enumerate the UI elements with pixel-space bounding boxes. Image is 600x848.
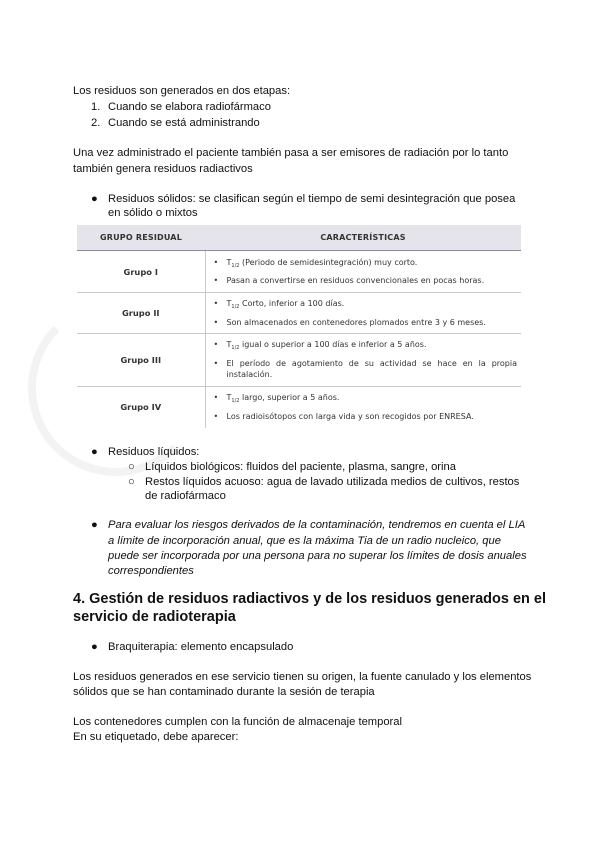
origin-paragraph-line: sólidos que se han contaminado durante la sesión de terapia <box>73 686 375 698</box>
stage-number: 2. <box>91 117 101 129</box>
group-cell: Grupo I <box>77 251 205 293</box>
lia-line: Para evaluar los riesgos derivados de la contaminación, tendremos en cuenta el LIA <box>108 519 526 531</box>
table-row <box>77 386 521 428</box>
group-cell: Grupo III <box>77 334 205 387</box>
liquids-title: Residuos líquidos: <box>108 446 200 458</box>
patient-paragraph-line: Una vez administrado el paciente también pasa a ser emisores de radiación por lo tanto <box>73 147 509 159</box>
characteristic-text: (Periodo de semidesintegración) muy corto. <box>239 257 418 267</box>
half-life-subscript: 1/2 <box>231 304 240 310</box>
characteristic-text: • El período de agotamiento de su actividad se hace en la propia instalación. <box>214 358 518 381</box>
half-life-symbol: T <box>226 299 232 308</box>
lia-line: a límite de incorporación anual, que es la máxima Tia de un radio nucleico, que <box>108 535 501 547</box>
section-heading: 4. Gestión de residuos radiactivos y de los residuos generados en el <box>73 591 547 607</box>
table-row <box>77 251 521 293</box>
characteristics-cell <box>205 386 521 428</box>
characteristic-text: • Son almacenados en contenedores plomados entre 3 y 6 meses. <box>214 317 518 329</box>
circle-bullet-icon: ○ <box>128 476 135 488</box>
section-heading: servicio de radioterapia <box>73 609 236 625</box>
liquids-item: Líquidos biológicos: fluidos del paciente, plasma, sangre, orina <box>145 461 456 473</box>
group-cell: Grupo II <box>77 293 205 334</box>
solids-line: Residuos sólidos: se clasifican según el tiempo de semi desintegración que posea <box>108 193 516 205</box>
characteristic-text: • Los radioisótopos con larga vida y son recogidos por ENRESA. <box>214 411 518 423</box>
waste-groups-table <box>77 225 521 422</box>
liquids-item-continuation: de radiofármaco <box>145 490 226 502</box>
table-header: GRUPO RESIDUAL <box>77 225 205 251</box>
half-life-subscript: 1/2 <box>231 262 240 269</box>
bullet-icon: ● <box>91 446 98 458</box>
characteristic-text: largo, superior a 5 años. <box>239 393 340 403</box>
patient-paragraph-line: también genera residuos radiactivos <box>73 163 253 175</box>
bullet-icon: ● <box>91 519 98 531</box>
characteristics-cell <box>205 251 521 293</box>
solids-line: en sólido o mixtos <box>108 207 198 219</box>
table-row <box>77 293 521 334</box>
half-life-subscript: 1/2 <box>231 398 240 405</box>
liquids-item: Restos líquidos acuoso: agua de lavado utilizada medios de cultivos, restos <box>145 476 520 488</box>
characteristics-cell <box>205 293 521 334</box>
bullet-icon: ● <box>91 193 98 205</box>
stage-item: Cuando se está administrando <box>108 117 260 129</box>
half-life-symbol: T <box>226 257 232 267</box>
table-row <box>77 334 521 387</box>
half-life-symbol: T <box>226 393 232 403</box>
containers-line: Los contenedores cumplen con la función de almacenaje temporal <box>73 716 402 728</box>
labeling-line: En su etiquetado, debe aparecer: <box>73 731 239 743</box>
table-header: CARACTERÍSTICAS <box>205 225 521 251</box>
origin-paragraph-line: Los residuos generados en ese servicio tienen su origen, la fuente canulado y los elementos <box>73 671 532 683</box>
stage-number: 1. <box>91 101 101 113</box>
stages-lead: Los residuos son generados en dos etapas: <box>73 85 291 97</box>
half-life-symbol: T <box>226 340 232 349</box>
lia-line: correspondientes <box>108 565 194 577</box>
stage-item: Cuando se elabora radiofármaco <box>108 101 271 113</box>
half-life-subscript: 1/2 <box>231 345 240 351</box>
bullet-icon: ● <box>91 641 98 653</box>
lia-line: puede ser incorporada por una persona para no superar los límites de dosis anuales <box>108 550 527 562</box>
characteristic-text: Corto, inferior a 100 días. <box>239 299 345 308</box>
characteristic-text: igual o superior a 100 días e inferior a 5 años. <box>239 340 427 349</box>
characteristic-text: • Pasan a convertirse en residuos convencionales en pocas horas. <box>214 275 518 287</box>
group-cell: Grupo IV <box>77 386 205 428</box>
brachytherapy-item: Braquiterapia: elemento encapsulado <box>108 641 294 653</box>
characteristics-cell <box>205 334 521 387</box>
circle-bullet-icon: ○ <box>128 461 135 473</box>
